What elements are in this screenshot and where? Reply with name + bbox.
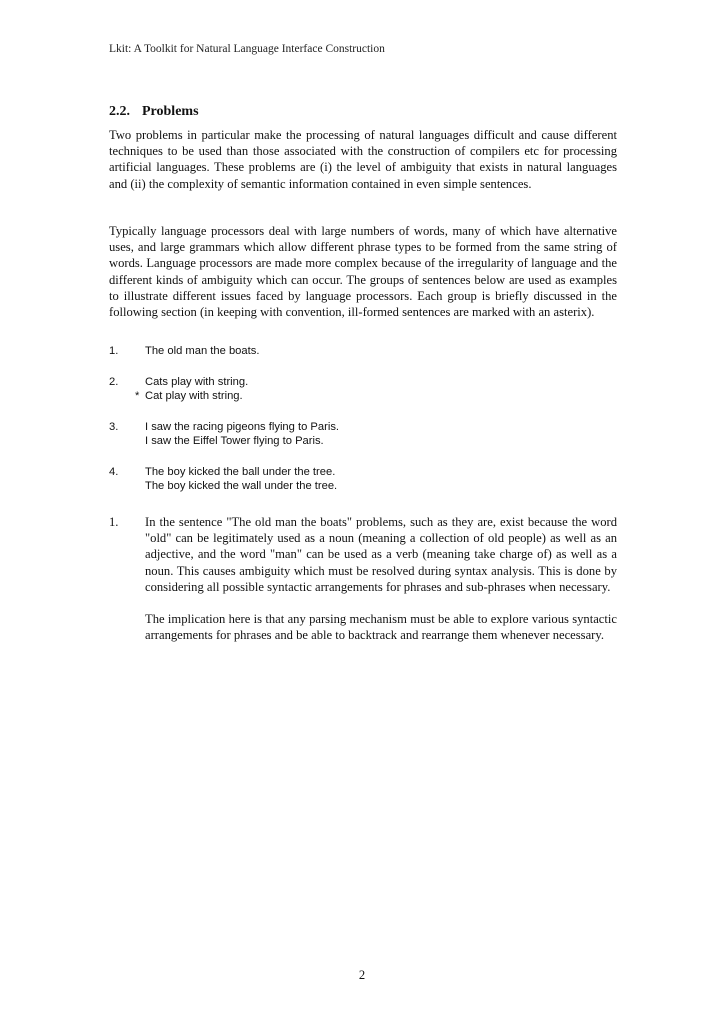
example-number: 3. xyxy=(109,421,119,433)
page-number: 2 xyxy=(358,968,366,982)
example-sentence-ill-formed: * Cat play with string. xyxy=(135,390,243,402)
discussion-number: 1. xyxy=(109,515,119,529)
section-title: Problems xyxy=(142,104,199,119)
asterisk-marker: * xyxy=(135,390,140,402)
discussion-paragraph: The implication here is that any parsing mechanism must be able to explore various syntactic arrangements for phrases and be able to backtrack and rearrange them whenever necessary. xyxy=(145,612,617,643)
example-sentence: The boy kicked the ball under the tree. xyxy=(145,466,336,478)
example-sentence-list xyxy=(109,344,617,510)
example-number: 4. xyxy=(109,466,119,478)
example-number: 2. xyxy=(109,376,119,388)
body-paragraph: Typically language processors deal with large numbers of words, many of which have alternative uses, and large grammars which allow different phrase types to be formed from the same string of words. Language processors are made more complex because of the irregularity of language and the different kinds of ambiguity which can occur. The groups of sentences below are used as examples to illustrate different issues faced by language processors. Each group is briefly discussed in the following section (in keeping with convention, ill-formed sentences are marked with an asterix). xyxy=(109,224,617,320)
example-sentence: I saw the Eiffel Tower flying to Paris. xyxy=(145,435,324,447)
example-group xyxy=(109,344,617,358)
section-number: 2.2. xyxy=(109,104,130,119)
example-number: 1. xyxy=(109,345,119,357)
discussion-item xyxy=(109,514,617,659)
example-group xyxy=(109,465,617,493)
discussion-paragraph: In the sentence "The old man the boats" problems, such as they are, exist because the word "old" can be legitimately used as a noun (meaning a collection of old people) as well as an adjective, and the word "man" can be used as a verb (meaning take charge of) as well as a noun. This causes ambiguity which must be resolved during syntax analysis. This is done by considering all possible syntactic arrangements for phrases and sub-phrases when necessary. xyxy=(145,515,617,594)
example-sentence: I saw the racing pigeons flying to Paris. xyxy=(145,421,340,433)
section-heading xyxy=(109,104,199,120)
example-sentence: The boy kicked the wall under the tree. xyxy=(145,480,338,492)
example-sentence: The old man the boats. xyxy=(145,345,260,357)
example-group xyxy=(109,375,617,403)
running-header: Lkit: A Toolkit for Natural Language Interface Construction xyxy=(109,43,385,55)
body-paragraph: Two problems in particular make the processing of natural languages difficult and cause different techniques to be used than those associated with the construction of compilers etc for processing artificial languages. These problems are (i) the level of ambiguity that exists in natural languages and (ii) the complexity of semantic information contained in even simple sentences. xyxy=(109,128,617,191)
example-sentence: Cats play with string. xyxy=(145,376,249,388)
example-group xyxy=(109,420,617,448)
